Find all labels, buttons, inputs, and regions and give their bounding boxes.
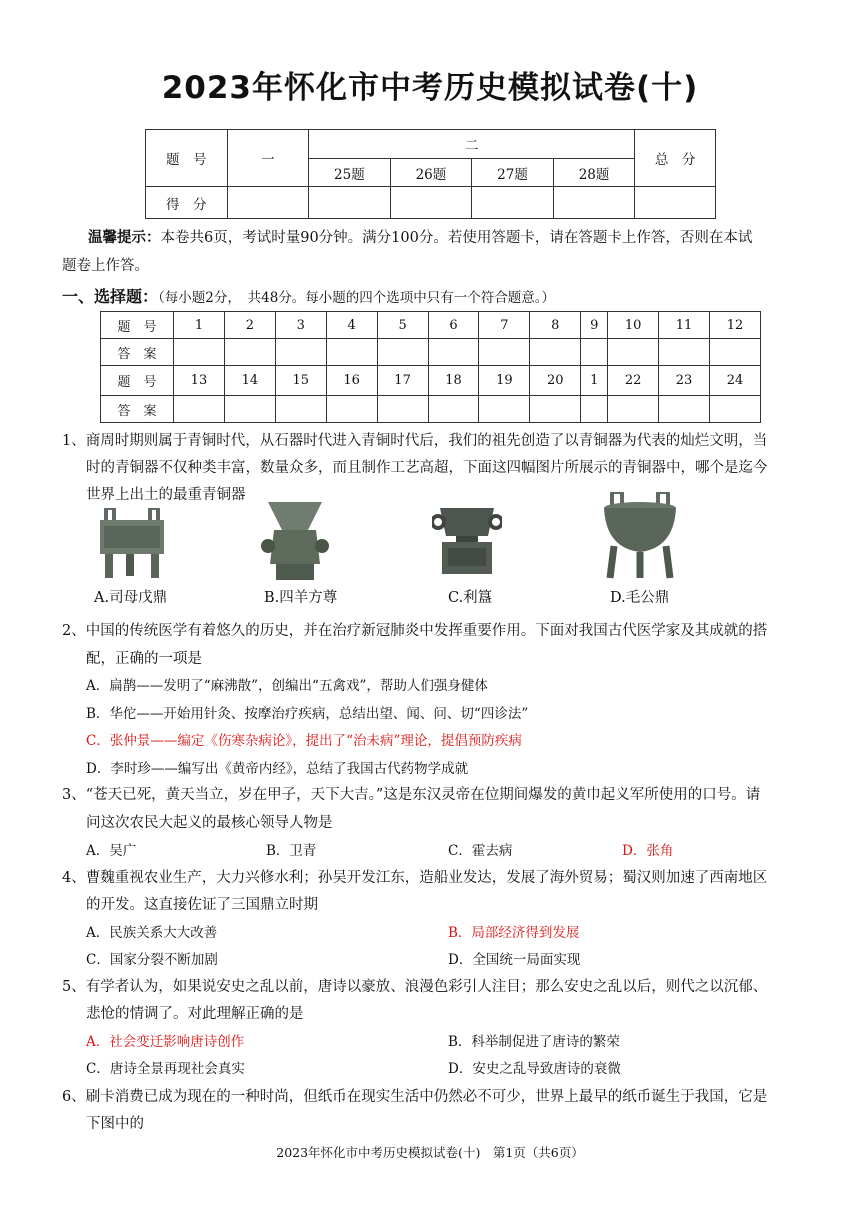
answer-cell[interactable]	[174, 396, 225, 423]
answer-cell[interactable]	[377, 396, 428, 423]
answer-table-row	[101, 366, 761, 396]
answer-cell[interactable]	[659, 339, 710, 366]
answer-cell[interactable]	[428, 339, 479, 366]
score-cell[interactable]	[390, 187, 472, 219]
li-gui-image	[432, 504, 502, 576]
qnum-cell: 7	[479, 312, 530, 339]
q3-line-2: 问这次农民大起义的最核心领导人物是	[86, 815, 333, 831]
q25-header: 25题	[309, 159, 391, 187]
answer-cell[interactable]	[275, 339, 326, 366]
q2-line-2: 配，正确的一项是	[86, 651, 202, 667]
answer-cell[interactable]	[224, 339, 275, 366]
q5-option-a[interactable]: A．社会变迁影响唐诗创作	[86, 1034, 245, 1050]
qnum-cell: 10	[608, 312, 659, 339]
q26-header: 26题	[390, 159, 472, 187]
q5-line-2: 悲怆的情调了。对此理解正确的是	[86, 1006, 304, 1022]
qnum-cell: 20	[530, 366, 581, 396]
q4-line-1: 4、曹魏重视农业生产，大力兴修水利；孙吴开发江东，造船业发达，发展了海外贸易；蜀汉则加速了西南地区	[62, 870, 768, 886]
q2-line-1: 2、中国的传统医学有着悠久的历史，并在治疗新冠肺炎中发挥重要作用。下面对我国古代医学家及其成就的搭	[62, 623, 768, 639]
qnum-cell: 17	[377, 366, 428, 396]
qnum-cell: 18	[428, 366, 479, 396]
qnum-cell: 22	[608, 366, 659, 396]
tip-label: 温馨提示：	[88, 229, 161, 246]
answer-table-row	[101, 396, 761, 423]
answer-cell[interactable]	[581, 396, 608, 423]
section-title: 一、选择题：	[62, 287, 159, 306]
q28-header: 28题	[553, 159, 635, 187]
answer-cell[interactable]	[326, 396, 377, 423]
simuwu-ding-image	[96, 508, 168, 580]
q6-line-2: 下图中的	[86, 1116, 144, 1132]
question-number-label: 题 号	[146, 130, 228, 187]
answer-cell[interactable]	[275, 396, 326, 423]
page-title: 2023年怀化市中考历史模拟试卷(十)	[161, 70, 699, 106]
q4-option-c[interactable]: C．国家分裂不断加剧	[86, 952, 218, 968]
qnum-cell: 4	[326, 312, 377, 339]
answer-label: 答 案	[101, 396, 174, 423]
qnum-cell: 15	[275, 366, 326, 396]
score-cell[interactable]	[227, 187, 309, 219]
q2-option-c[interactable]: C．张仲景——编定《伤寒杂病论》，提出了“治未病”理论，提倡预防疾病	[86, 733, 522, 749]
qnum-cell: 9	[581, 312, 608, 339]
page-footer: 2023年怀化市中考历史模拟试卷(十) 第1页（共6页）	[276, 1145, 584, 1160]
answer-cell[interactable]	[608, 396, 659, 423]
q1-line-1: 1、商周时期则属于青铜时代，从石器时代进入青铜时代后，我们的祖先创造了以青铜器为代表的灿烂文明，当	[62, 433, 768, 449]
q2-option-a[interactable]: A．扁鹊——发明了“麻沸散”，创编出“五禽戏”，帮助人们强身健体	[86, 678, 488, 694]
q1-line-3: 世界上出土的最重青铜器	[86, 487, 246, 503]
qnum-cell: 24	[709, 366, 760, 396]
q27-header: 27题	[472, 159, 554, 187]
q3-option-c[interactable]: C．霍去病	[448, 843, 513, 859]
qnum-cell: 2	[224, 312, 275, 339]
score-table	[145, 129, 716, 219]
qnum-cell: 16	[326, 366, 377, 396]
qnum-cell: 11	[659, 312, 710, 339]
score-cell[interactable]	[472, 187, 554, 219]
q3-option-a[interactable]: A．吴广	[86, 843, 137, 859]
answer-cell[interactable]	[709, 339, 760, 366]
q4-option-d[interactable]: D．全国统一局面实现	[448, 952, 581, 968]
maogong-ding-image	[600, 492, 680, 582]
q2-option-d[interactable]: D．李时珍——编写出《黄帝内经》，总结了我国古代药物学成就	[86, 761, 469, 777]
score-cell[interactable]	[553, 187, 635, 219]
q5-option-b[interactable]: B．科举制促进了唐诗的繁荣	[448, 1034, 620, 1050]
q4-option-a[interactable]: A．民族关系大大改善	[86, 925, 218, 941]
siyang-fangzun-image	[260, 502, 330, 582]
q1-option-a[interactable]: A.司母戊鼎	[94, 590, 168, 606]
score-cell[interactable]	[635, 187, 716, 219]
tip-line-2: 题卷上作答。	[62, 258, 149, 274]
question-number-label: 题 号	[101, 366, 174, 396]
qnum-cell: 1	[581, 366, 608, 396]
qnum-cell: 3	[275, 312, 326, 339]
q3-option-d[interactable]: D．张角	[622, 843, 674, 859]
answer-cell[interactable]	[709, 396, 760, 423]
q1-option-c[interactable]: C.利簋	[448, 590, 493, 606]
answer-cell[interactable]	[581, 339, 608, 366]
answer-cell[interactable]	[377, 339, 428, 366]
answer-cell[interactable]	[530, 396, 581, 423]
q1-line-2: 时的青铜器不仅种类丰富，数量众多，而且制作工艺高超，下面这四幅图片所展示的青铜器中，哪个是迄今	[86, 460, 768, 476]
answer-cell[interactable]	[428, 396, 479, 423]
qnum-cell: 1	[174, 312, 225, 339]
qnum-cell: 13	[174, 366, 225, 396]
answer-table-row	[101, 339, 761, 366]
score-label: 得 分	[146, 187, 228, 219]
part-one-header: 一	[227, 130, 309, 187]
qnum-cell: 19	[479, 366, 530, 396]
section-note: （每小题2分， 共48分。每小题的四个选项中只有一个符合题意。）	[158, 290, 556, 306]
qnum-cell: 8	[530, 312, 581, 339]
answer-cell[interactable]	[530, 339, 581, 366]
q1-option-b[interactable]: B.四羊方尊	[264, 590, 338, 606]
qnum-cell: 12	[709, 312, 760, 339]
answer-cell[interactable]	[608, 339, 659, 366]
question-number-label: 题 号	[101, 312, 174, 339]
answer-cell[interactable]	[174, 339, 225, 366]
answer-cell[interactable]	[479, 396, 530, 423]
qnum-cell: 6	[428, 312, 479, 339]
part-two-header: 二	[309, 130, 635, 159]
answer-table-row	[101, 312, 761, 339]
answer-cell[interactable]	[659, 396, 710, 423]
tip-text: 本卷共6页，考试时量90分钟。满分100分。若使用答题卡，请在答题卡上作答，否则在本试	[160, 230, 753, 246]
q3-option-b[interactable]: B．卫青	[266, 843, 317, 859]
q4-line-2: 的开发。这直接佐证了三国鼎立时期	[86, 897, 318, 913]
total-score-header: 总 分	[635, 130, 716, 187]
q6-line-1: 6、刷卡消费已成为现在的一种时尚，但纸币在现实生活中仍然必不可少，世界上最早的纸币诞生于我国，它是	[62, 1089, 768, 1105]
section-heading	[62, 287, 555, 308]
score-cell[interactable]	[309, 187, 391, 219]
q5-option-d[interactable]: D．安史之乱导致唐诗的衰微	[448, 1061, 621, 1077]
qnum-cell: 23	[659, 366, 710, 396]
q4-option-b[interactable]: B．局部经济得到发展	[448, 925, 580, 941]
q3-line-1: 3、“苍天已死，黄天当立，岁在甲子，天下大吉。”这是东汉灵帝在位期间爆发的黄巾起义军所使用的口号。请	[62, 787, 761, 803]
q2-option-b[interactable]: B．华佗——开始用针灸、按摩治疗疾病，总结出望、闻、问、切“四诊法”	[86, 706, 529, 722]
answer-cell[interactable]	[479, 339, 530, 366]
answer-cell[interactable]	[224, 396, 275, 423]
q5-line-1: 5、有学者认为，如果说安史之乱以前，唐诗以豪放、浪漫色彩引人注目；那么安史之乱以后，则代之以沉郁、	[62, 979, 768, 995]
q1-option-d[interactable]: D.毛公鼎	[610, 590, 670, 606]
tip-line-1	[88, 228, 752, 248]
qnum-cell: 14	[224, 366, 275, 396]
answer-cell[interactable]	[326, 339, 377, 366]
q5-option-c[interactable]: C．唐诗全景再现社会真实	[86, 1061, 245, 1077]
answer-table	[100, 311, 761, 423]
answer-label: 答 案	[101, 339, 174, 366]
qnum-cell: 5	[377, 312, 428, 339]
